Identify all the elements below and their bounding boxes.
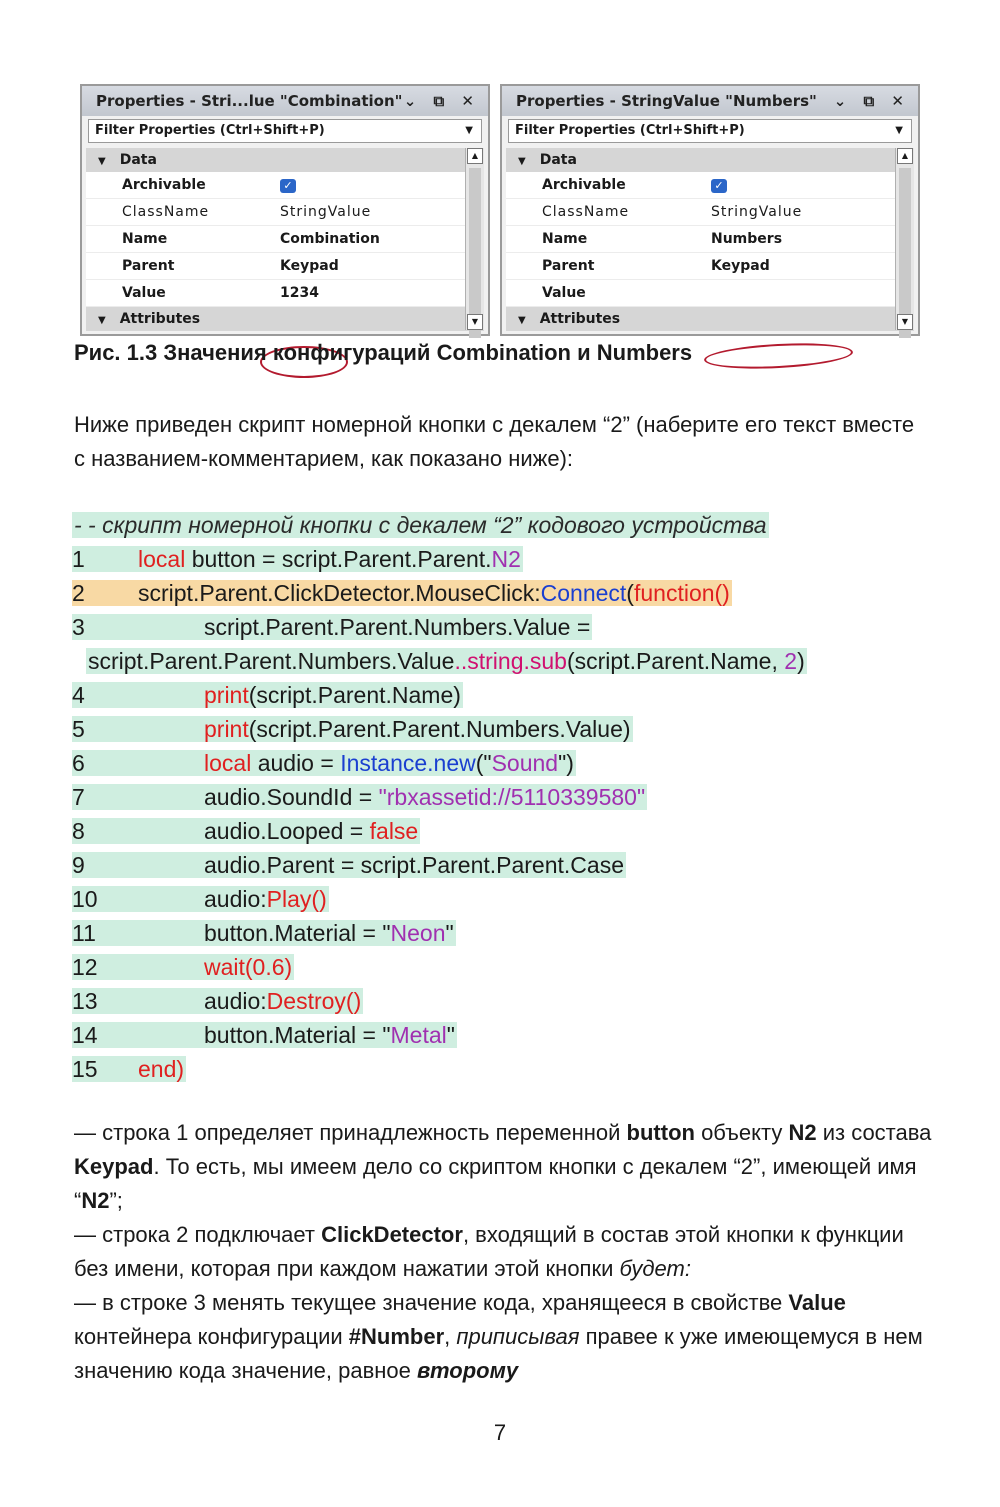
filter-placeholder: Filter Properties (Ctrl+Shift+P) bbox=[95, 123, 325, 138]
property-row-archivable bbox=[506, 172, 914, 199]
code-token: local bbox=[204, 750, 252, 776]
code-line-5 bbox=[72, 712, 932, 746]
code-line-15 bbox=[72, 1052, 932, 1086]
line-number: 1 bbox=[72, 546, 85, 572]
red-circle-annotation bbox=[703, 340, 853, 372]
code-token: false bbox=[369, 818, 419, 844]
section-label: Data bbox=[539, 152, 577, 168]
code-line-9 bbox=[72, 848, 932, 882]
code-line-4 bbox=[72, 678, 932, 712]
property-row-classname bbox=[506, 199, 914, 226]
code-token: audio = bbox=[251, 750, 341, 776]
line-number: 12 bbox=[72, 954, 98, 980]
property-key: Value bbox=[542, 285, 586, 301]
line-number: 15 bbox=[72, 1056, 98, 1082]
code-token: Instance.new bbox=[340, 750, 476, 776]
line-number: 3 bbox=[72, 614, 85, 640]
property-row-value bbox=[506, 280, 914, 307]
property-value[interactable]: 1234 bbox=[280, 285, 319, 301]
scrollbar[interactable] bbox=[895, 148, 914, 330]
explanation-text bbox=[74, 1116, 934, 1388]
line-number: 2 bbox=[72, 580, 85, 606]
panel-window-controls[interactable]: ⌄ ⧉ ✕ bbox=[403, 92, 480, 110]
line-number: 9 bbox=[72, 852, 85, 878]
code-token: audio.SoundId = bbox=[204, 784, 379, 810]
chevron-down-icon[interactable]: ▼ bbox=[895, 125, 903, 136]
line-number: 7 bbox=[72, 784, 85, 810]
section-attributes[interactable] bbox=[86, 307, 484, 331]
property-value[interactable]: Combination bbox=[280, 231, 380, 247]
code-line-14 bbox=[72, 1018, 932, 1052]
code-token: Neon bbox=[390, 920, 446, 946]
property-row-classname bbox=[86, 199, 484, 226]
code-token: ) bbox=[797, 648, 805, 674]
code-line-8 bbox=[72, 814, 932, 848]
explanation-line-1: — строка 1 определяет принадлежность переменной button объекту N2 из состава Keypad. То есть, мы имеем дело со скриптом кнопки с декалем “2”, имеющей имя “N2”; bbox=[74, 1120, 932, 1213]
panel-window-controls[interactable]: ⌄ ⧉ ✕ bbox=[833, 92, 910, 110]
code-token: Connect bbox=[540, 580, 627, 606]
collapse-arrow-icon[interactable]: ▼ bbox=[98, 156, 106, 167]
code-token: audio: bbox=[204, 886, 267, 912]
scroll-up-icon[interactable]: ▲ bbox=[467, 148, 483, 164]
page-number: 7 bbox=[493, 1420, 507, 1445]
section-label: Attributes bbox=[539, 311, 621, 327]
section-attributes[interactable] bbox=[506, 307, 914, 331]
explanation-line-2: — строка 2 подключает ClickDetector, входящий в состав этой кнопки к функции без имени, которая при каждом нажатии этой кнопки будет: bbox=[74, 1222, 904, 1281]
code-listing bbox=[72, 508, 932, 1086]
line-number: 6 bbox=[72, 750, 85, 776]
code-token: Metal bbox=[390, 1022, 447, 1048]
line-number: 11 bbox=[72, 920, 96, 946]
code-line-3-continued bbox=[72, 644, 932, 678]
property-key: Archivable bbox=[122, 177, 206, 193]
property-key: ClassName bbox=[542, 204, 630, 220]
property-key: Archivable bbox=[542, 177, 626, 193]
code-token: audio.Parent = script.Parent.Parent.Case bbox=[204, 852, 624, 878]
code-line-13 bbox=[72, 984, 932, 1018]
code-token: audio: bbox=[204, 988, 267, 1014]
scroll-thumb[interactable] bbox=[899, 168, 911, 338]
code-comment-line bbox=[72, 508, 932, 542]
code-token: print bbox=[204, 682, 249, 708]
code-token: print bbox=[204, 716, 249, 742]
properties-list bbox=[86, 148, 484, 330]
code-line-11 bbox=[72, 916, 932, 950]
property-value: StringValue bbox=[280, 204, 372, 220]
scroll-thumb[interactable] bbox=[469, 168, 481, 338]
section-data[interactable] bbox=[86, 148, 484, 172]
scroll-down-icon[interactable]: ▼ bbox=[467, 314, 483, 330]
property-row-parent bbox=[86, 253, 484, 280]
collapse-arrow-icon[interactable]: ▼ bbox=[518, 156, 526, 167]
line-number: 13 bbox=[72, 988, 98, 1014]
properties-panel-numbers bbox=[500, 84, 920, 336]
explanation-line-3: — в строке 3 менять текущее значение кода, хранящееся в свойстве Value контейнера конфигурации #Number, приписывая правее к уже имеющемуся в нем значению кода значение, равное второму bbox=[74, 1290, 923, 1383]
properties-panel-combination bbox=[80, 84, 490, 336]
panel-title: Properties - Stri...lue "Combination" bbox=[96, 92, 403, 110]
filter-placeholder: Filter Properties (Ctrl+Shift+P) bbox=[515, 123, 745, 138]
archivable-checkbox[interactable]: ✓ bbox=[280, 179, 296, 193]
code-line-12 bbox=[72, 950, 932, 984]
code-line-7 bbox=[72, 780, 932, 814]
panel-title-bar bbox=[82, 86, 488, 116]
filter-properties-input[interactable] bbox=[508, 119, 912, 143]
code-token: (script.Parent.Parent.Numbers.Value) bbox=[248, 716, 631, 742]
panel-title-bar bbox=[502, 86, 918, 116]
property-key: Parent bbox=[122, 258, 175, 274]
code-token: Sound bbox=[491, 750, 559, 776]
property-row-parent bbox=[506, 253, 914, 280]
code-token: button.Material = " bbox=[204, 1022, 391, 1048]
properties-list bbox=[506, 148, 914, 330]
code-token: button = script.Parent.Parent. bbox=[185, 546, 492, 572]
code-comment: - - скрипт номерной кнопки с декалем “2” кодового устройства bbox=[74, 512, 767, 538]
code-token: ..string.sub bbox=[454, 648, 567, 674]
property-value[interactable]: Keypad bbox=[280, 258, 339, 274]
code-token: N2 bbox=[491, 546, 521, 572]
code-line-6 bbox=[72, 746, 932, 780]
line-number: 10 bbox=[72, 886, 98, 912]
code-token: script.Parent.ClickDetector.MouseClick: bbox=[138, 580, 541, 606]
code-line-1 bbox=[72, 542, 932, 576]
property-key: Parent bbox=[542, 258, 595, 274]
property-value: StringValue bbox=[711, 204, 803, 220]
section-label: Data bbox=[119, 152, 157, 168]
code-token: function() bbox=[633, 580, 730, 606]
code-token: " bbox=[445, 920, 454, 946]
property-key: Value bbox=[122, 285, 166, 301]
panel-title: Properties - StringValue "Numbers" bbox=[516, 92, 817, 110]
figure-caption: Рис. 1.3 Значения конфигураций Combination и Numbers bbox=[74, 340, 693, 365]
property-value[interactable]: Keypad bbox=[711, 258, 770, 274]
property-row-archivable bbox=[86, 172, 484, 199]
code-token: ( bbox=[626, 580, 634, 606]
scrollbar[interactable] bbox=[465, 148, 484, 330]
property-row-value bbox=[86, 280, 484, 307]
code-token: ") bbox=[558, 750, 574, 776]
property-key: Name bbox=[542, 231, 588, 247]
code-token: end) bbox=[138, 1056, 185, 1082]
property-row-name bbox=[86, 226, 484, 253]
code-token: script.Parent.Parent.Numbers.Value = bbox=[204, 614, 591, 640]
chevron-down-icon[interactable]: ▼ bbox=[465, 125, 473, 136]
scroll-down-icon[interactable]: ▼ bbox=[897, 314, 913, 330]
code-token: local bbox=[138, 546, 186, 572]
code-line-2 bbox=[72, 576, 932, 610]
code-token: "rbxassetid://5110339580" bbox=[378, 784, 646, 810]
filter-properties-input[interactable] bbox=[88, 119, 482, 143]
section-label: Attributes bbox=[119, 311, 201, 327]
line-number: 5 bbox=[72, 716, 85, 742]
section-data[interactable] bbox=[506, 148, 914, 172]
code-line-10 bbox=[72, 882, 932, 916]
property-value[interactable]: Numbers bbox=[711, 231, 783, 247]
line-number: 4 bbox=[72, 682, 85, 708]
code-token: " bbox=[446, 1022, 455, 1048]
property-key: Name bbox=[122, 231, 168, 247]
line-number: 8 bbox=[72, 818, 85, 844]
archivable-checkbox[interactable]: ✓ bbox=[711, 179, 727, 193]
code-token: audio.Looped = bbox=[204, 818, 370, 844]
code-token: wait(0.6) bbox=[204, 954, 293, 980]
code-token: (script.Parent.Name) bbox=[248, 682, 461, 708]
code-token: button.Material = " bbox=[204, 920, 391, 946]
property-row-name bbox=[506, 226, 914, 253]
property-key: ClassName bbox=[122, 204, 210, 220]
code-token: (script.Parent.Name, bbox=[566, 648, 785, 674]
code-token: (" bbox=[475, 750, 492, 776]
line-number: 14 bbox=[72, 1022, 98, 1048]
code-token: 2 bbox=[784, 648, 798, 674]
code-token: Destroy() bbox=[266, 988, 362, 1014]
intro-paragraph: Ниже приведен скрипт номерной кнопки с декалем “2” (наберите его текст вместе с названием-комментарием, как показано ниже): bbox=[74, 412, 915, 471]
code-token: Play() bbox=[266, 886, 327, 912]
scroll-up-icon[interactable]: ▲ bbox=[897, 148, 913, 164]
collapse-arrow-icon[interactable]: ▼ bbox=[518, 315, 526, 326]
code-line-3 bbox=[72, 610, 932, 644]
code-token: script.Parent.Parent.Numbers.Value bbox=[88, 648, 455, 674]
collapse-arrow-icon[interactable]: ▼ bbox=[98, 315, 106, 326]
